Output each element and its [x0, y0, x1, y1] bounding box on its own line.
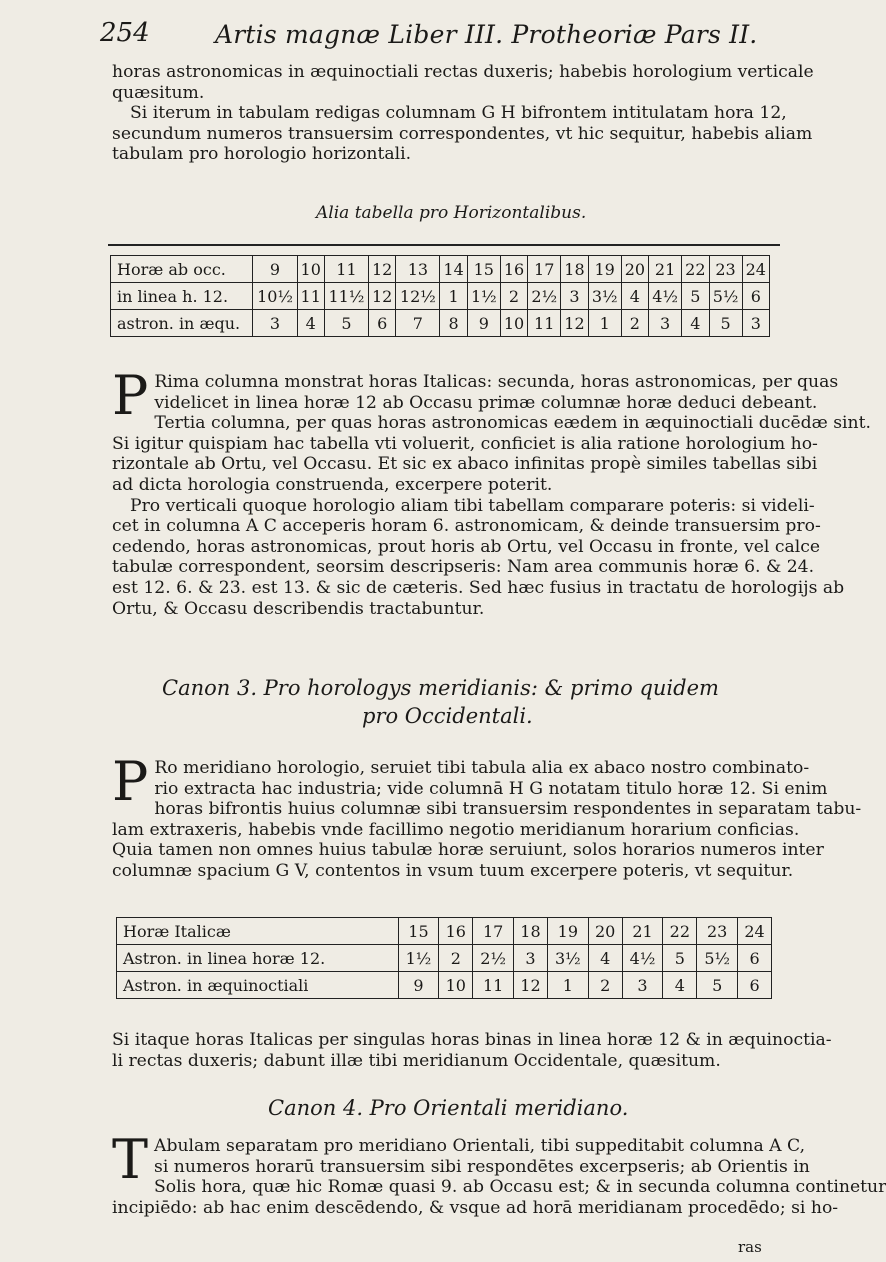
text-line: tabulæ correspondent, seorsim descripseris: Nam area communis horæ 6. & 24. — [112, 557, 815, 578]
table-cell: 4 — [297, 310, 324, 337]
table-cell: 18 — [514, 918, 548, 945]
text-line: cet in columna A C acceperis horam 6. astronomicam, & deinde transuersim pro- — [112, 516, 821, 537]
table-cell: 6 — [368, 310, 395, 337]
table-cell: 23 — [709, 256, 742, 283]
paragraph-2 — [112, 364, 871, 619]
text-line: horas bifrontis huius columnæ sibi transuersim respondentes in separatam tabu- — [154, 799, 862, 820]
table-cell: 20 — [588, 918, 622, 945]
table-cell: 12 — [368, 283, 395, 310]
canon-3-subtitle: pro Occidentali. — [362, 704, 533, 728]
table-cell: 21 — [649, 256, 682, 283]
table-row — [111, 283, 770, 310]
text-line: li rectas duxeris; dabunt illæ tibi meridianum Occidentale, quæsitum. — [112, 1050, 721, 1071]
table-cell: 24 — [742, 256, 769, 283]
text-line: rizontale ab Ortu, vel Occasu. Et sic ex abaco infinitas propè similes tabellas sibi — [112, 454, 818, 475]
horizontal-table — [110, 255, 770, 337]
table-cell: 1 — [547, 972, 588, 999]
text-line: Ortu, & Occasu describendis tractabuntur. — [112, 598, 485, 619]
row-label: in linea h. 12. — [111, 283, 253, 310]
table-cell: 3 — [742, 310, 769, 337]
running-title: Artis magnæ Liber III. Protheoriæ Pars II. — [215, 20, 758, 49]
text-line: Ro meridiano horologio, seruiet tibi tabula alia ex abaco nostro combinato- — [154, 758, 810, 778]
row-label: Astron. in æquinoctiali — [117, 972, 399, 999]
table-cell: 16 — [439, 918, 473, 945]
table-cell: 2½ — [473, 945, 514, 972]
table-cell: 3 — [253, 310, 297, 337]
table-cell: 17 — [528, 256, 561, 283]
table-cell: 4 — [588, 945, 622, 972]
catchword: ras — [738, 1238, 762, 1256]
table-cell: 10 — [500, 310, 527, 337]
table-cell: 5½ — [697, 945, 738, 972]
table-cell: 10 — [439, 972, 473, 999]
table-cell: 16 — [500, 256, 527, 283]
table-cell: 5 — [682, 283, 709, 310]
table-cell: 12 — [514, 972, 548, 999]
text-line: tabulam pro horologio horizontali. — [112, 144, 412, 165]
table-cell: 3 — [514, 945, 548, 972]
canon-3-title: Canon 3. Pro horologys meridianis: & primo quidem — [162, 676, 719, 700]
table-cell: 1 — [588, 310, 621, 337]
table-cell: 10½ — [253, 283, 297, 310]
table-row — [111, 256, 770, 283]
text-line: Rima columna monstrat horas Italicas: secunda, horas astronomicas, per quas — [154, 372, 839, 392]
table-cell: 15 — [398, 918, 439, 945]
text-line: columnæ spacium G V, contentos in vsum tuum excerpere poteris, vt sequitur. — [112, 860, 794, 881]
row-label: Horæ ab occ. — [111, 256, 253, 283]
table-cell: 9 — [253, 256, 297, 283]
row-label: astron. in æqu. — [111, 310, 253, 337]
table-cell: 3 — [622, 972, 663, 999]
text-line: Si iterum in tabulam redigas columnam G H bifrontem intitulatam hora 12, — [130, 103, 787, 124]
occidental-table — [116, 917, 772, 999]
text-line: quæsitum. — [112, 82, 205, 103]
paragraph-4 — [112, 1030, 832, 1071]
text-line: cedendo, horas astronomicas, prout horis ab Ortu, vel Occasu in fronte, vel calce — [112, 536, 821, 557]
drop-cap: T — [112, 1128, 149, 1191]
rule-line — [108, 244, 780, 246]
table-cell: 9 — [398, 972, 439, 999]
table-cell: 6 — [738, 972, 772, 999]
table-cell: 11 — [473, 972, 514, 999]
text-line: ad dicta horologia construenda, excerpere poterit. — [112, 474, 553, 495]
paragraph-3 — [112, 750, 862, 882]
table-cell: 22 — [663, 918, 697, 945]
table-cell: 4 — [682, 310, 709, 337]
canon-4-title: Canon 4. Pro Orientali meridiano. — [268, 1096, 629, 1120]
table-cell: 3½ — [547, 945, 588, 972]
page-number: 254 — [100, 18, 150, 48]
table-cell: 5 — [324, 310, 368, 337]
row-label: Astron. in linea horæ 12. — [117, 945, 399, 972]
table-cell: 3 — [561, 283, 588, 310]
text-line: Si igitur quispiam hac tabella vti voluerit, conficiet is alia ratione horologium ho- — [112, 433, 818, 454]
text-line: Pro verticali quoque horologio aliam tibi tabellam comparare poteris: si videli- — [130, 495, 815, 516]
paragraph-1 — [112, 62, 814, 165]
table-cell: 8 — [440, 310, 467, 337]
table-cell: 1 — [440, 283, 467, 310]
table-cell: 2½ — [528, 283, 561, 310]
table-cell: 3½ — [588, 283, 621, 310]
table-cell: 4 — [663, 972, 697, 999]
table-cell: 11½ — [324, 283, 368, 310]
drop-cap: P — [112, 750, 149, 813]
table-cell: 5½ — [709, 283, 742, 310]
text-line: secundum numeros transuersim correspondentes, vt hic sequitur, habebis aliam — [112, 123, 813, 144]
table-cell: 3 — [649, 310, 682, 337]
table-cell: 2 — [500, 283, 527, 310]
text-line: Solis hora, quæ hic Romæ quasi 9. ab Occasu est; & in secunda columna continetur — [154, 1177, 886, 1198]
table-cell: 2 — [621, 310, 648, 337]
table-cell: 4½ — [649, 283, 682, 310]
table-row — [117, 972, 772, 999]
text-line: Abulam separatam pro meridiano Orientali, tibi suppeditabit columna A C, — [154, 1136, 806, 1156]
table-row — [111, 310, 770, 337]
text-line: horas astronomicas in æquinoctiali rectas duxeris; habebis horologium verticale — [112, 62, 814, 82]
text-line: videlicet in linea horæ 12 ab Occasu primæ columnæ horæ deduci debeant. — [154, 392, 818, 413]
table-cell: 11 — [324, 256, 368, 283]
table-cell: 5 — [709, 310, 742, 337]
table-cell: 23 — [697, 918, 738, 945]
table-cell: 5 — [663, 945, 697, 972]
table-cell: 11 — [528, 310, 561, 337]
table-cell: 13 — [396, 256, 440, 283]
table-cell: 19 — [547, 918, 588, 945]
drop-cap: P — [112, 364, 149, 427]
table-cell: 6 — [742, 283, 769, 310]
row-label: Horæ Italicæ — [117, 918, 399, 945]
text-line: Si itaque horas Italicas per singulas horas binas in linea horæ 12 & in æquinoctia- — [112, 1030, 832, 1050]
table-cell: 6 — [738, 945, 772, 972]
table-cell: 2 — [439, 945, 473, 972]
table-cell: 12 — [368, 256, 395, 283]
table-cell: 1½ — [398, 945, 439, 972]
table-row — [117, 918, 772, 945]
table-cell: 22 — [682, 256, 709, 283]
text-line: lam extraxeris, habebis vnde facillimo negotio meridianum horarium conficias. — [112, 819, 800, 840]
text-line: Tertia columna, per quas horas astronomicas eædem in æquinoctiali ducēdæ sint. — [154, 413, 871, 434]
table-cell: 10 — [297, 256, 324, 283]
table-cell: 18 — [561, 256, 588, 283]
table-cell: 7 — [396, 310, 440, 337]
table-cell: 21 — [622, 918, 663, 945]
text-line: rio extracta hac industria; vide columnā H G notatam titulo horæ 12. Si enim — [154, 778, 828, 799]
table-cell: 4½ — [622, 945, 663, 972]
table-cell: 14 — [440, 256, 467, 283]
table-cell: 4 — [621, 283, 648, 310]
table-cell: 19 — [588, 256, 621, 283]
text-line: incipiēdo: ab hac enim descēdendo, & vsque ad horā meridianam procedēdo; si ho- — [112, 1197, 839, 1218]
table-cell: 24 — [738, 918, 772, 945]
table-row — [117, 945, 772, 972]
table-cell: 2 — [588, 972, 622, 999]
page-header — [100, 18, 790, 54]
table-cell: 17 — [473, 918, 514, 945]
table-cell: 5 — [697, 972, 738, 999]
table-cell: 12½ — [396, 283, 440, 310]
table-cell: 15 — [467, 256, 500, 283]
table-cell: 9 — [467, 310, 500, 337]
table-cell: 11 — [297, 283, 324, 310]
text-line: Quia tamen non omnes huius tabulæ horæ seruiunt, solos horarios numeros inter — [112, 840, 824, 861]
table-caption: Alia tabella pro Horizontalibus. — [316, 203, 587, 223]
table-cell: 12 — [561, 310, 588, 337]
text-line: si numeros horarū transuersim sibi respondētes excerpseris; ab Orientis in — [154, 1156, 810, 1177]
table-cell: 20 — [621, 256, 648, 283]
table-cell: 1½ — [467, 283, 500, 310]
paragraph-5 — [112, 1128, 886, 1218]
text-line: est 12. 6. & 23. est 13. & sic de cæteris. Sed hæc fusius in tractatu de horologijs ab — [112, 577, 845, 598]
